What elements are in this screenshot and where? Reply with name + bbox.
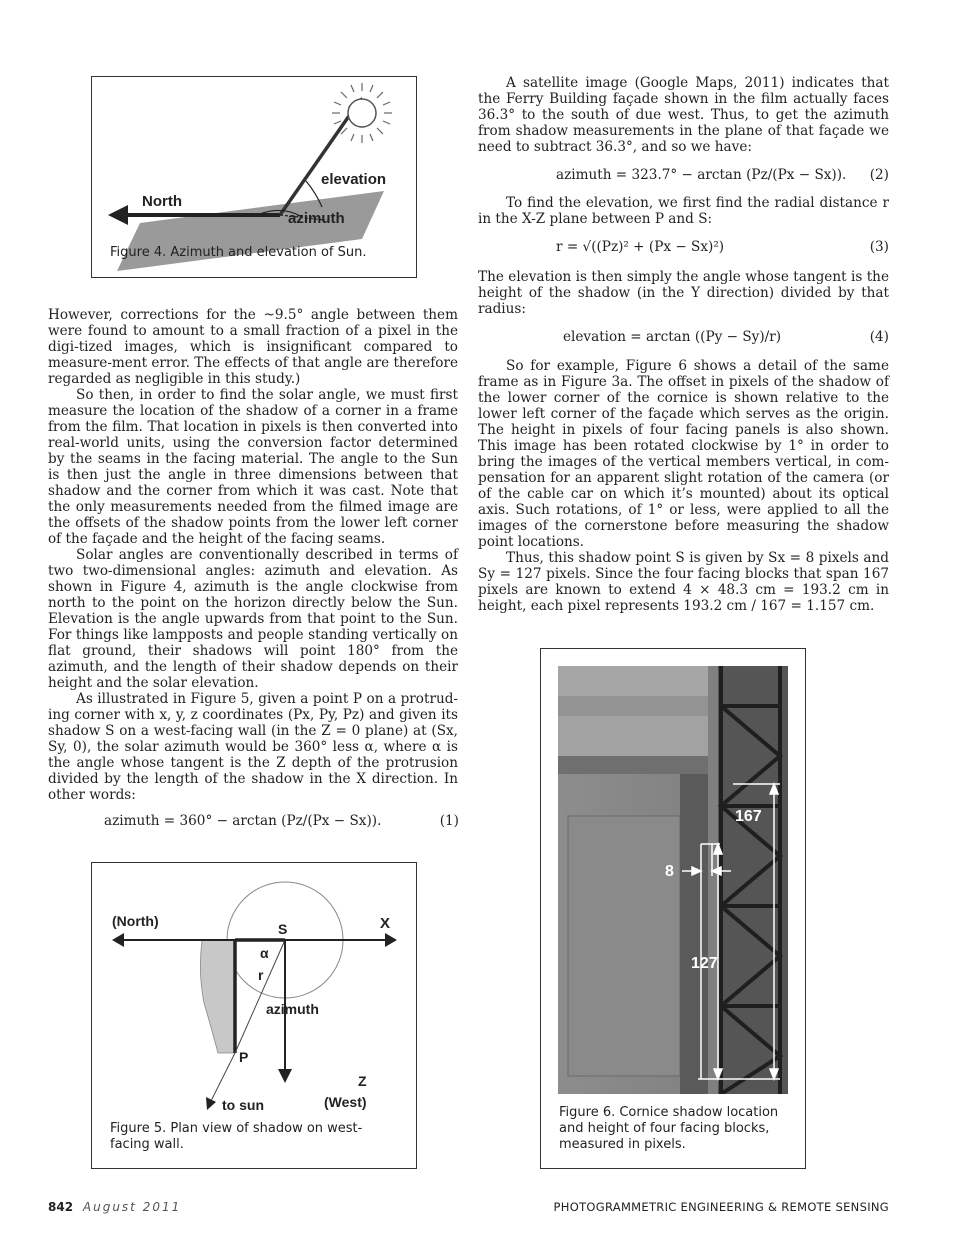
label-azimuth: azimuth [288,210,345,227]
right-column-mid-2 [478,269,889,317]
right-paragraph-4: So for example, Figure 6 shows a detail of the same frame as in Figure 3a. The offset in pixels of the shadow of the lower corner of the cornice is shown relative to the lower left corner of the façade which serves as the origin. The height in pixels of four facing panels is also shown. This image has been rotated clockwise by 1° in order to bring the images of the vertical members vertical, in com-pensation for an apparent slight rotation of the camera (or of the cable car on which it’s mounted) about its optical axis. Such rotations, of 1° or less, were applied to all the images of the cornerstone before measuring the shadow point locations. [478,358,889,550]
equation-4 [563,329,889,345]
equation-4-body: elevation = arctan ((Py − Sy)/r) [563,329,782,345]
cornice-ledge [558,716,708,756]
figure-6-caption-line-2: and height of four facing blocks, [559,1121,770,1136]
label-azimuth: azimuth [266,1001,319,1017]
right-column-mid-1 [478,195,889,227]
cornice-top [558,666,708,696]
equation-3-body: r = √((Pz)² + (Px − Sx)²) [556,239,725,255]
right-column-bottom [478,358,889,614]
figure-5 [91,862,417,1169]
to-sun-arrowhead [206,1097,216,1110]
right-paragraph-3: The elevation is then simply the angle whose tangent is the height of the shadow (in the Y direction) divided by that radius: [478,269,889,317]
figure-5-caption [110,1121,362,1153]
label-west: (West) [324,1094,367,1110]
to-sun-line [210,1053,235,1103]
label-north: North [142,193,182,210]
label-alpha: α [260,945,269,961]
label-127: 127 [691,955,718,972]
label-north: (North) [112,913,159,929]
footer-page-info [48,1200,181,1214]
cornice-band [558,696,708,716]
equation-1-body: azimuth = 360° − arctan (Pz/(Px − Sx)). [104,813,382,829]
figure-4 [91,76,417,278]
sun-icon [332,83,392,143]
label-z: Z [358,1073,367,1089]
equation-2 [556,167,889,183]
cornice-shadow [558,756,708,774]
equation-1-number: (1) [439,813,459,829]
equation-2-number: (2) [869,167,889,183]
equation-4-number: (4) [869,329,889,345]
label-x: X [380,915,391,932]
left-paragraph-3: Solar angles are conventionally described in terms of two two-dimensional angles: azimuth and elevation. As shown in Figure 4, azimuth is the angle clockwise from north to the point on the horizon directly below the Sun. Elevation is the angle upwards from that point to the Sun. For things like lampposts and people standing vertically on flat ground, their shadows will point 180° from the azimuth, and the length of their shadow depends on their height and the solar elevation. [48,547,458,691]
left-paragraph-4: As illustrated in Figure 5, given a point P on a protrud-ing corner with x, y, z coordinates (Px, Py, Pz) and given its shadow S on a west-facing wall (in the Z = 0 plane) at (Sx, Sy, 0), the solar azimuth would be 360° less α, where α is the angle whose tangent is the Z depth of the protrusion divided by the length of the shadow in the X direction. In other words: [48,691,458,803]
label-to-sun: to sun [222,1097,264,1113]
facade-panel [568,816,680,1076]
left-paragraph-1: However, corrections for the ~9.5° angle between them were found to amount to a small fraction of a pixel in the digi-tized images, which is insignificant compared to measure-ment error. The effects of that angle are therefore regarded as negligible in this study.) [48,307,459,387]
figure-6-caption [559,1105,778,1153]
issue-date: August 2011 [82,1200,182,1214]
left-paragraph-2: So then, in order to find the solar angle, we must first measure the location of the shadow of a corner in a frame from the film. That location in pixels is then converted into real-world units, using the conversion factor determined by the seams in the facing material. The angle to the Sun is then just the angle in three dimensions between that shadow and the corner from which it was cast. Note that the only measurements needed from the filmed image are the offsets of the shadow points from the lower left corner of the façade and the height of the facing seams. [48,387,458,547]
page-number: 842 [48,1200,74,1214]
wall-shadow [200,940,235,1053]
north-arrowhead [108,205,128,225]
journal-name: PHOTOGRAMMETRIC ENGINEERING & REMOTE SENSING [553,1200,889,1214]
right-paragraph-2: To find the elevation, we first find the radial distance r in the X-Z plane between P and S: [478,195,889,227]
label-s: S [278,921,288,937]
label-elevation: elevation [321,171,387,188]
x-arrowhead [385,933,397,947]
figure-6-caption-line-1: Figure 6. Cornice shadow location [559,1105,779,1120]
label-167: 167 [735,808,762,825]
right-paragraph-5: Thus, this shadow point S is given by Sx = 8 pixels and Sy = 127 pixels. Since the four facing blocks that span 167 pixels are known to extend 4 × 48.3 cm = 193.2 cm in height, each pixel represents 193.2 cm / 167 = 1.157 cm. [478,550,889,614]
label-8: 8 [665,863,674,880]
figure-6 [540,648,806,1169]
equation-2-body: azimuth = 323.7° − arctan (Pz/(Px − Sx)). [556,167,847,183]
pillar-shadow [680,774,708,1094]
figure-6-caption-line-3: measured in pixels. [559,1137,686,1152]
label-p: P [239,1049,249,1065]
right-paragraph-1: A satellite image (Google Maps, 2011) indicates that the Ferry Building façade shown in the film actually faces 36.3° to the south of due west. Thus, to get the azimuth from shadow measurements in the plane of that façade we need to subtract 36.3°, and so we have: [478,75,889,155]
equation-1 [104,813,459,829]
north-arrowhead [112,933,124,947]
right-column-top [478,75,889,155]
figure-4-caption: Figure 4. Azimuth and elevation of Sun. [110,245,367,260]
equation-3 [556,239,889,255]
label-r: r [258,967,264,983]
figure-5-caption-line-1: Figure 5. Plan view of shadow on west- [110,1121,363,1136]
equation-3-number: (3) [869,239,889,255]
left-column [48,307,458,803]
z-arrowhead [278,1069,292,1083]
figure-5-caption-line-2: facing wall. [110,1137,184,1152]
